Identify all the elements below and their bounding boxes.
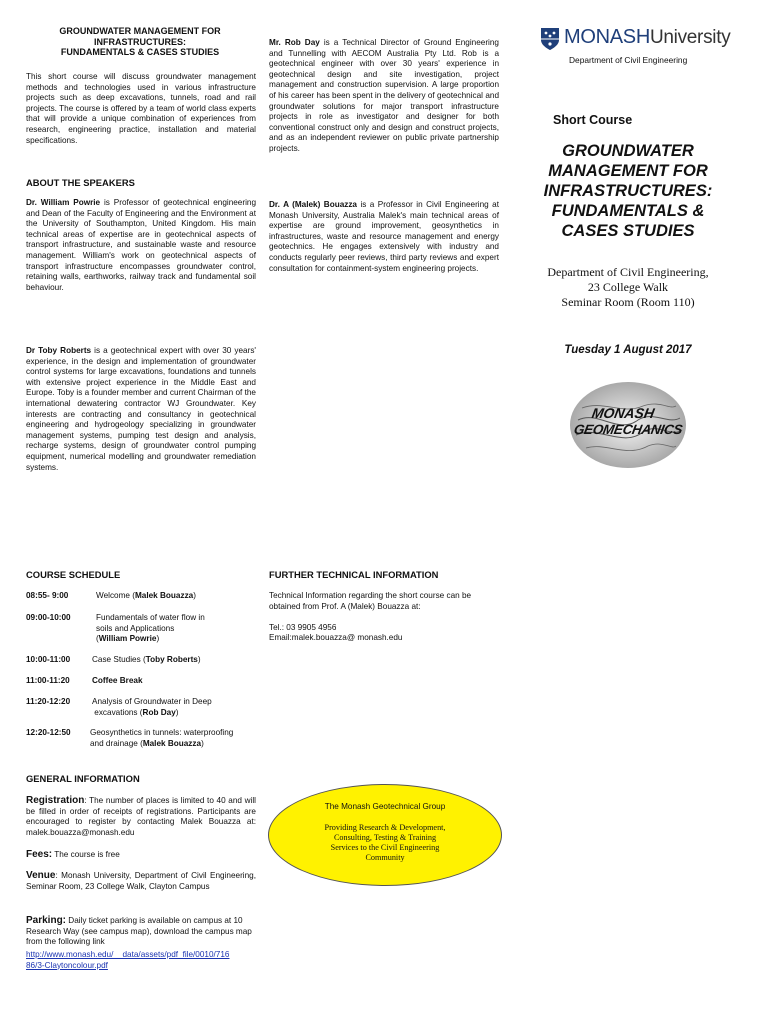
main-title-l4: FUNDAMENTALS & bbox=[551, 202, 705, 220]
main-title-l3: INFRASTRUCTURES: bbox=[543, 182, 713, 200]
venue-block bbox=[528, 265, 728, 310]
schedule-speaker: Malek Bouazza bbox=[142, 738, 202, 748]
badge-title: The Monash Geotechnical Group bbox=[324, 802, 446, 811]
schedule-desc bbox=[92, 655, 201, 666]
schedule-time: 12:20-12:50 bbox=[26, 728, 71, 737]
campus-map-link-l1[interactable]: http://www.monash.edu/__data/assets/pdf_file/0010/716 bbox=[26, 950, 230, 959]
geomechanics-logo bbox=[568, 380, 688, 470]
logo-monash: MONASH bbox=[564, 26, 650, 48]
day-bio bbox=[269, 38, 499, 155]
schedule-time: 09:00-10:00 bbox=[26, 613, 71, 622]
schedule-text: Case Studies ( bbox=[92, 655, 146, 664]
venue-l1: Department of Civil Engineering, bbox=[547, 265, 709, 279]
course-date: Tuesday 1 August 2017 bbox=[564, 344, 692, 356]
geo-line1: MONASH bbox=[590, 405, 656, 421]
left-title-line2: INFRASTRUCTURES: bbox=[94, 36, 186, 47]
further-heading: FURTHER TECHNICAL INFORMATION bbox=[269, 569, 439, 580]
schedule-desc bbox=[96, 591, 196, 602]
main-title-l1: GROUNDWATER bbox=[562, 142, 694, 160]
schedule-text: ) bbox=[201, 738, 204, 748]
bouazza-text: is a Professor in Civil Engineering at Monash University, Australia Malek's main technical areas of expertise are ground improvement, geosynthetics in infrastructures, waste and resource management and energy geotechnics. He engages extensively with industry and conducts regularly peer reviews, third party reviews and expert consultation for containment-system engineering projects. bbox=[269, 200, 500, 273]
schedule-text: and drainage ( bbox=[90, 738, 143, 748]
parking-info bbox=[26, 916, 258, 948]
roberts-name: Dr Toby Roberts bbox=[26, 346, 92, 355]
main-title bbox=[528, 141, 728, 241]
roberts-text: is a geotechnical expert with over 30 years' experience, in the design and implementation of groundwater control systems for large excavations, foundations and tunnels with extensive project experience in the Middle East and Europe. Toby is a founder member and current Chairman of the international dewatering contractor WJ Groundwater. Key interests are contracting and consultancy in geotechnical engineering and hydrogeology specializing in groundwater management systems, pumping test design and analysis, recharge systems, design of groundwater control pumping equipment, numerical modelling and groundwater remediation systems. bbox=[26, 346, 256, 472]
logo-university: University bbox=[649, 27, 731, 48]
general-heading: GENERAL INFORMATION bbox=[26, 773, 140, 784]
schedule-text: Welcome ( bbox=[96, 591, 135, 600]
registration-info bbox=[26, 796, 256, 838]
schedule-text: Fundamentals of water flow in bbox=[96, 613, 205, 622]
logo-text bbox=[564, 26, 730, 49]
schedule-desc: Coffee Break bbox=[92, 676, 143, 685]
roberts-bio bbox=[26, 346, 256, 473]
powrie-text: is Professor of geotechnical engineering and Dean of the Faculty of Engineering and the Environment at the University of Southampton, United Kingdom. His main technical areas of expertise are in geotechnical aspects of transport infrastructure, and sustainable waste and resource management. William's work on geotechnical aspects of transport infrastructure encompasses groundwater control, retaining walls, earthworks, railway track and fundamental soil behaviour. bbox=[26, 198, 257, 292]
registration-text: : The number of places is limited to 40 and will be filled in order of receipts of registrations. Participants are encouraged to register by contacting Malek Bouazza at: malek.bouazza@monash.edu bbox=[26, 796, 256, 837]
registration-label: Registration bbox=[26, 795, 85, 806]
schedule-text: ) bbox=[156, 634, 160, 644]
further-email: Email:malek.bouazza@ monash.edu bbox=[269, 633, 403, 643]
powrie-name: Dr. William Powrie bbox=[26, 198, 101, 207]
schedule-time: 11:00-11:20 bbox=[26, 676, 70, 685]
intro-paragraph: This short course will discuss groundwater management methods and technologies used in various infrastructure projects such as deep excavations, tunnels, road and rail projects. The course is offered by a team of world class experts that will provide a unique combination of experiences from research, engineering practice, installation and material specifications. bbox=[26, 72, 256, 145]
schedule-time: 11:20-12:20 bbox=[26, 697, 71, 706]
schedule-time: 08:55- 9:00 bbox=[26, 591, 69, 600]
schedule-desc bbox=[90, 728, 233, 749]
short-course-label: Short Course bbox=[553, 113, 633, 127]
further-info bbox=[269, 591, 509, 644]
fees-text: The course is free bbox=[52, 850, 120, 859]
badge-line: Services to the Civil Engineering bbox=[330, 843, 440, 852]
schedule-desc bbox=[96, 613, 205, 645]
schedule-text: ) bbox=[197, 655, 201, 664]
fees-info bbox=[26, 850, 256, 861]
venue-text: : Monash University, Department of Civil Engineering, Seminar Room, 23 College Walk, Clayton Campus bbox=[26, 871, 256, 891]
geo-line2: GEOMECHANICS bbox=[572, 422, 684, 437]
schedule-time: 10:00-11:00 bbox=[26, 655, 71, 664]
left-title bbox=[26, 26, 254, 58]
schedule-text: ( bbox=[96, 634, 99, 644]
venue-l3: Seminar Room (Room 110) bbox=[561, 295, 695, 309]
campus-map-link[interactable] bbox=[26, 950, 266, 971]
badge-line: Providing Research & Development, bbox=[324, 823, 446, 832]
shield-icon bbox=[540, 27, 560, 51]
day-text: is a Technical Director of Ground Engineering and Tunnelling with AECOM Australia Pty Ltd. Rob is a geotechnical engineer with over 30 years' experience in geotechnical design and site investigation, project management and construction supervision. A large proportion of his career has been spent in the delivery of geotechnical and groundwater solutions for major transport infrastructure projects in role as investigator and designer for both conventional construct only and design and construct projects, and as an independent reviewer on public private partnership projects. bbox=[269, 38, 499, 153]
schedule-speaker: William Powrie bbox=[98, 634, 157, 644]
main-title-l5: CASES STUDIES bbox=[561, 222, 695, 240]
bouazza-bio bbox=[269, 200, 499, 274]
dept-label: Department of Civil Engineering bbox=[569, 55, 688, 65]
monash-logo bbox=[540, 24, 740, 54]
schedule-text: Analysis of Groundwater in Deep bbox=[92, 697, 212, 706]
further-l2: obtained from Prof. A (Malek) Bouazza at: bbox=[269, 601, 421, 611]
bouazza-name: Dr. A (Malek) Bouazza bbox=[269, 200, 357, 209]
left-title-line3: FUNDAMENTALS & CASES STUDIES bbox=[60, 47, 220, 57]
fees-label: Fees: bbox=[26, 849, 53, 860]
further-tel: Tel.: 03 9905 4956 bbox=[269, 622, 337, 632]
geotechnical-group-badge bbox=[268, 784, 502, 886]
badge-line: Consulting, Testing & Training bbox=[333, 833, 437, 842]
venue-l2: 23 College Walk bbox=[587, 280, 669, 294]
campus-map-link-l2[interactable]: 86/3-Claytoncolour.pdf bbox=[26, 960, 108, 970]
venue-info bbox=[26, 871, 256, 892]
badge-text bbox=[289, 823, 481, 863]
schedule-text: ) bbox=[175, 707, 179, 717]
day-name: Mr. Rob Day bbox=[269, 38, 320, 47]
schedule-speaker: Toby Roberts bbox=[145, 655, 198, 664]
further-l1: Technical Information regarding the short course can be bbox=[269, 591, 472, 600]
schedule-speaker: Rob Day bbox=[142, 707, 176, 717]
parking-label: Parking: bbox=[26, 915, 67, 926]
schedule-text: soils and Applications bbox=[96, 623, 175, 633]
badge-line: Community bbox=[365, 853, 405, 862]
speakers-heading: ABOUT THE SPEAKERS bbox=[26, 177, 135, 188]
schedule-list bbox=[26, 591, 266, 761]
schedule-heading: COURSE SCHEDULE bbox=[26, 569, 121, 580]
schedule-desc bbox=[92, 697, 212, 718]
left-title-line1: GROUNDWATER MANAGEMENT FOR bbox=[59, 26, 221, 36]
parking-text: Daily ticket parking is available on campus at 10 Research Way (see campus map), download the campus map from the following link bbox=[26, 916, 252, 947]
schedule-text: Geosynthetics in tunnels: waterproofing bbox=[90, 728, 234, 737]
schedule-text: excavations ( bbox=[94, 707, 143, 717]
venue-label: Venue bbox=[26, 870, 56, 881]
schedule-speaker: Malek Bouazza bbox=[134, 591, 194, 600]
schedule-text: ) bbox=[193, 591, 196, 600]
main-title-l2: MANAGEMENT FOR bbox=[548, 162, 708, 180]
powrie-bio bbox=[26, 198, 256, 293]
